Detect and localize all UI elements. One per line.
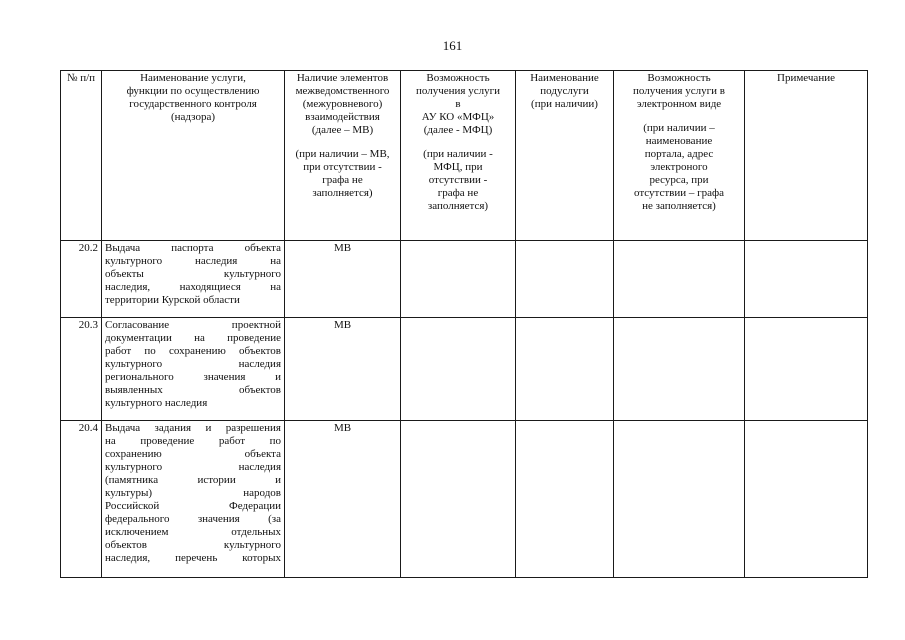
service-name-line: исключением отдельных	[105, 526, 281, 538]
subservice-cell	[516, 318, 614, 421]
service-name-line: выявленных объектов	[105, 384, 281, 396]
service-name-line: наследия, перечень которых	[105, 552, 281, 564]
header-text-line: отсутствии – графа	[633, 187, 725, 199]
header-text-line: электронном виде	[636, 98, 722, 110]
header-text-line: Наличие элементов	[296, 72, 389, 84]
header-text-line: межведомственного	[295, 85, 390, 97]
services-table	[60, 70, 868, 578]
service-name-line: Выдача паспорта объекта	[105, 242, 281, 254]
service-name-line: культурного наследия на	[105, 255, 281, 267]
service-name-line: регионального значения и	[105, 371, 281, 383]
header-text-line: (далее – МВ)	[311, 124, 374, 136]
header-text-line: (при наличии – МВ,	[295, 148, 390, 160]
interagency-cell: МВ	[285, 241, 401, 318]
header-text-line: отсутствии -	[428, 174, 488, 186]
service-name-line: культуры) народов	[105, 487, 281, 499]
service-name	[102, 241, 285, 318]
header-text-line: МФЦ, при	[433, 161, 483, 173]
header-text-line: наименование	[645, 135, 713, 147]
electronic-cell	[614, 421, 745, 578]
service-name-line: культурного наследия	[105, 358, 281, 370]
service-name	[102, 318, 285, 421]
service-name-line: федерального значения (за	[105, 513, 281, 525]
table-row	[61, 318, 868, 421]
electronic-cell	[614, 318, 745, 421]
header-text-line: графа не	[437, 187, 479, 199]
header-interagency	[285, 71, 401, 241]
service-name-line: работ по сохранению объектов	[105, 345, 281, 357]
service-name-line: на проведение работ по	[105, 435, 281, 447]
remark-cell	[745, 318, 868, 421]
service-name-line: документации на проведение	[105, 332, 281, 344]
header-service-name	[102, 71, 285, 241]
subservice-cell	[516, 241, 614, 318]
service-name-line: Согласование проектной	[105, 319, 281, 331]
header-text-line: не заполняется)	[642, 200, 716, 212]
header-text-line: заполняется)	[427, 200, 489, 212]
header-text-line: АУ КО «МФЦ»	[421, 111, 495, 123]
service-name-line: объектов культурного	[105, 539, 281, 551]
remark-cell	[745, 241, 868, 318]
service-name-line: сохранению объекта	[105, 448, 281, 460]
page-number: 161	[442, 38, 463, 53]
header-electronic	[614, 71, 745, 241]
header-text-line: (далее - МФЦ)	[423, 124, 493, 136]
service-name	[102, 421, 285, 578]
service-name-line: Выдача задания и разрешения	[105, 422, 281, 434]
header-text-line: (при наличии –	[643, 122, 715, 134]
header-text-line: заполняется)	[312, 187, 373, 199]
service-name-line: объекты культурного	[105, 268, 281, 280]
interagency-cell: МВ	[285, 318, 401, 421]
header-text-line: получения услуги в	[633, 85, 725, 97]
header-text-line: (надзора)	[171, 111, 215, 123]
header-text-line: (при наличии -	[423, 148, 493, 160]
remark-cell	[745, 421, 868, 578]
header-text-line: Наименование	[530, 72, 599, 84]
header-text-line: Возможность	[426, 72, 490, 84]
header-text-line: функции по осуществлению	[126, 85, 260, 97]
header-text-line: Возможность	[647, 72, 711, 84]
table-row	[61, 241, 868, 318]
row-number: 20.2	[61, 241, 102, 318]
header-text-line: ресурса, при	[649, 174, 709, 186]
mfc-cell	[401, 241, 516, 318]
header-text-line: Наименование услуги,	[140, 72, 246, 84]
service-name-line: наследия, находящиеся на	[105, 281, 281, 293]
header-text-line: (межуровневого)	[302, 98, 383, 110]
header-text-line: государственного контроля	[129, 98, 257, 110]
mfc-cell	[401, 421, 516, 578]
row-number: 20.3	[61, 318, 102, 421]
table-row	[61, 421, 868, 578]
header-text-line: (при наличии)	[531, 98, 598, 110]
interagency-cell: МВ	[285, 421, 401, 578]
service-name-line: культурного наследия	[105, 397, 208, 409]
subservice-cell	[516, 421, 614, 578]
service-name-line: территории Курской области	[105, 294, 240, 306]
service-name-line: (памятника истории и	[105, 474, 281, 486]
header-text-line: в	[455, 98, 461, 110]
header-text-line: подуслуги	[540, 85, 589, 97]
header-text-line: графа не	[322, 174, 363, 186]
header-text-line: при отсутствии -	[303, 161, 382, 173]
header-row	[61, 71, 868, 241]
header-text-line: № п/п	[66, 72, 96, 84]
mfc-cell	[401, 318, 516, 421]
service-name-line: культурного наследия	[105, 461, 281, 473]
header-text-line: электроного	[650, 161, 708, 173]
header-text-line: взаимодействия	[305, 111, 380, 123]
header-text-line: Примечание	[777, 72, 835, 84]
header-num	[61, 71, 102, 241]
header-remark	[745, 71, 868, 241]
header-text-line: портала, адрес	[644, 148, 714, 160]
electronic-cell	[614, 241, 745, 318]
row-number: 20.4	[61, 421, 102, 578]
header-mfc	[401, 71, 516, 241]
header-text-line: получения услуги	[416, 85, 500, 97]
header-subservice	[516, 71, 614, 241]
service-name-line: Российской Федерации	[105, 500, 281, 512]
